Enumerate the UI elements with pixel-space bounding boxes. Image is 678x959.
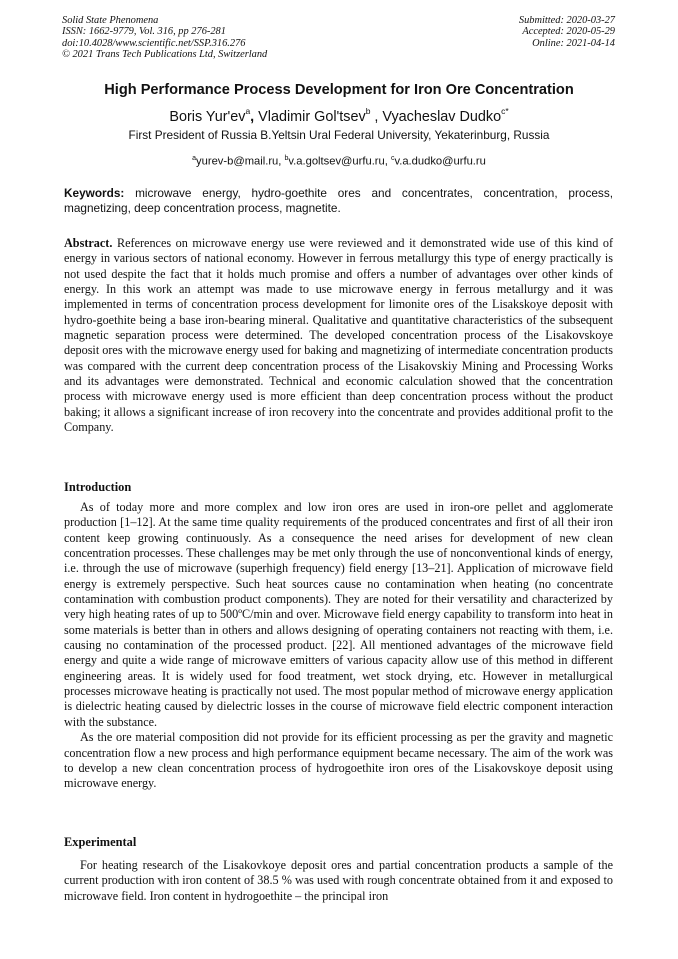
keywords [64, 186, 613, 215]
author-name: Vladimir Gol'tsev [258, 108, 366, 125]
affiliation: First President of Russia B.Yeltsin Ural Federal University, Yekaterinburg, Russia [128, 128, 550, 142]
email-sup: a [192, 155, 197, 162]
email-list: $^a$yurev-b@mail.ru, $^b$v.a.goltsev@urfu.ru, $^c$v.a.dudko@urfu.ru [192, 155, 486, 168]
author-sup: a [245, 106, 251, 116]
author-name: Boris Yur'ev [169, 108, 246, 125]
paragraph: As the ore material composition did not provide for its efficient processing as per the gravity and magnetic concentration flow a new process and high performance equipment became necessary. The aim of the work was to develop a new clean concentration process of hydrogoethite iron ores of the Lisakovskoye deposit using microwave energy. [64, 730, 613, 791]
abstract [64, 236, 613, 435]
accepted-date: Accepted: 2020-05-29 [522, 26, 615, 38]
section-heading-experimental: Experimental [64, 835, 137, 849]
email: v.a.dudko@urfu.ru [394, 155, 486, 168]
keywords-label: Keywords: [64, 186, 125, 200]
author-sup: b [365, 106, 371, 116]
email-sup: b [284, 155, 289, 162]
submitted-date: Submitted: 2020-03-27 [518, 15, 615, 26]
doi: doi:10.4028/www.scientific.net/SSP.316.276 [62, 37, 246, 49]
email: v.a.goltsev@urfu.ru [288, 155, 385, 168]
copyright: © 2021 Trans Tech Publications Ltd, Switzerland [62, 49, 268, 61]
issn: ISSN: 1662-9779, Vol. 316, pp 276-281 [62, 26, 226, 38]
journal-name: Solid State Phenomena [62, 15, 159, 26]
email-sup: c [390, 155, 395, 162]
experimental-body [64, 858, 613, 904]
author-sup: c* [501, 106, 509, 116]
email: yurev-b@mail.ru [196, 155, 279, 168]
paragraph: For heating research of the Lisakovkoye deposit ores and partial concentration products a sample of the current production with iron content of 38.5 % was used with rough concentrate obtained from it and exposed to microwave field. Iron content in hydrogoethite – the principal iron [64, 858, 613, 903]
section-heading-introduction: Introduction [64, 480, 132, 494]
publication-dates [375, 15, 615, 49]
introduction-body [64, 500, 613, 792]
paragraph: As of today more and more complex and low iron ores are used in iron-ore pellet and agglomerate production [1–12]. At the same time quality requirements of the produced concentrates and first of all their iron content keep growing continuously. As a consequence the need arises for development of new clean concentration processes. These challenges may be met only through the use of nonconventional kinds of energy, i.e. through the use of microwave (superhigh frequency) field energy [13–21]. Application of microwave field energy is extremely perspective. Such heat sources cause no contamination when heating (no concentrate contamination with combustion product components). They are noted for their versatility and characterized by very high heating rates of up to 500ºC/min and over. Microwave field energy capability to transform into heat in some materials is better than in others and allows designing of operating containers not reacting with them, i.e. causing no contamination of the processed product. [22]. All mentioned advantages of the microwave field energy and quite a wide range of microwave emitters of various capacity allow use of this method in different engineering areas. It is widely used for food treatment, wet stock drying, etc. However in metallurgical processes microwave heating is practically not used. The most popular method of microwave energy application is dielectric heating caused by dielectric losses in the course of microwave field electric component interaction with the substance. [64, 500, 613, 729]
abstract-label: Abstract. [64, 236, 113, 250]
journal-info [62, 15, 362, 61]
online-date: Online: 2021-04-14 [532, 37, 615, 49]
abstract-text: References on microwave energy use were reviewed and it demonstrated wide use of this kind of energy in various sectors of national economy. However in ferrous metallurgy this type of energy practically is not used despite the fact that it holds much promise and offers a number of advantages over other kinds of energy. In this work an attempt was made to use microwave energy in ferrous metallurgy and it was implemented in terms of concentration process development for limonite ores of the Lisakskoye deposit with hydro-goethite being a base iron-bearing mineral. Qualitative and quantitative characteristics of the subsequent magnetic separation process were determined. The developed concentration process of the Lisakovskoye deposit ores with the microwave energy used for baking and magnetizing of intermediate concentration products was compared with the current deep concentration process of the Lisakovskiy Mining and Processing Works and its advantages were demonstrated. Technical and economic calculation showed that the concentration process with microwave energy used is more efficient than deep concentration process without the product baking; it allows a significant increase of iron recovery into the concentrate and provides additional profit to the Company. [64, 236, 614, 435]
author-list: Boris $Yur'ev^a$, Vladimir Gol'tsev$^b$ , Vyacheslav Dudko$^{c*}$ [169, 106, 509, 125]
keywords-text: microwave energy, hydro-goethite ores and concentrates, concentration, process, magnetizing, deep concentration process, magnetite. [64, 186, 614, 215]
paper-title: High Performance Process Development for Iron Ore Concentration [104, 82, 574, 98]
author-name: Vyacheslav Dudko [382, 108, 502, 125]
